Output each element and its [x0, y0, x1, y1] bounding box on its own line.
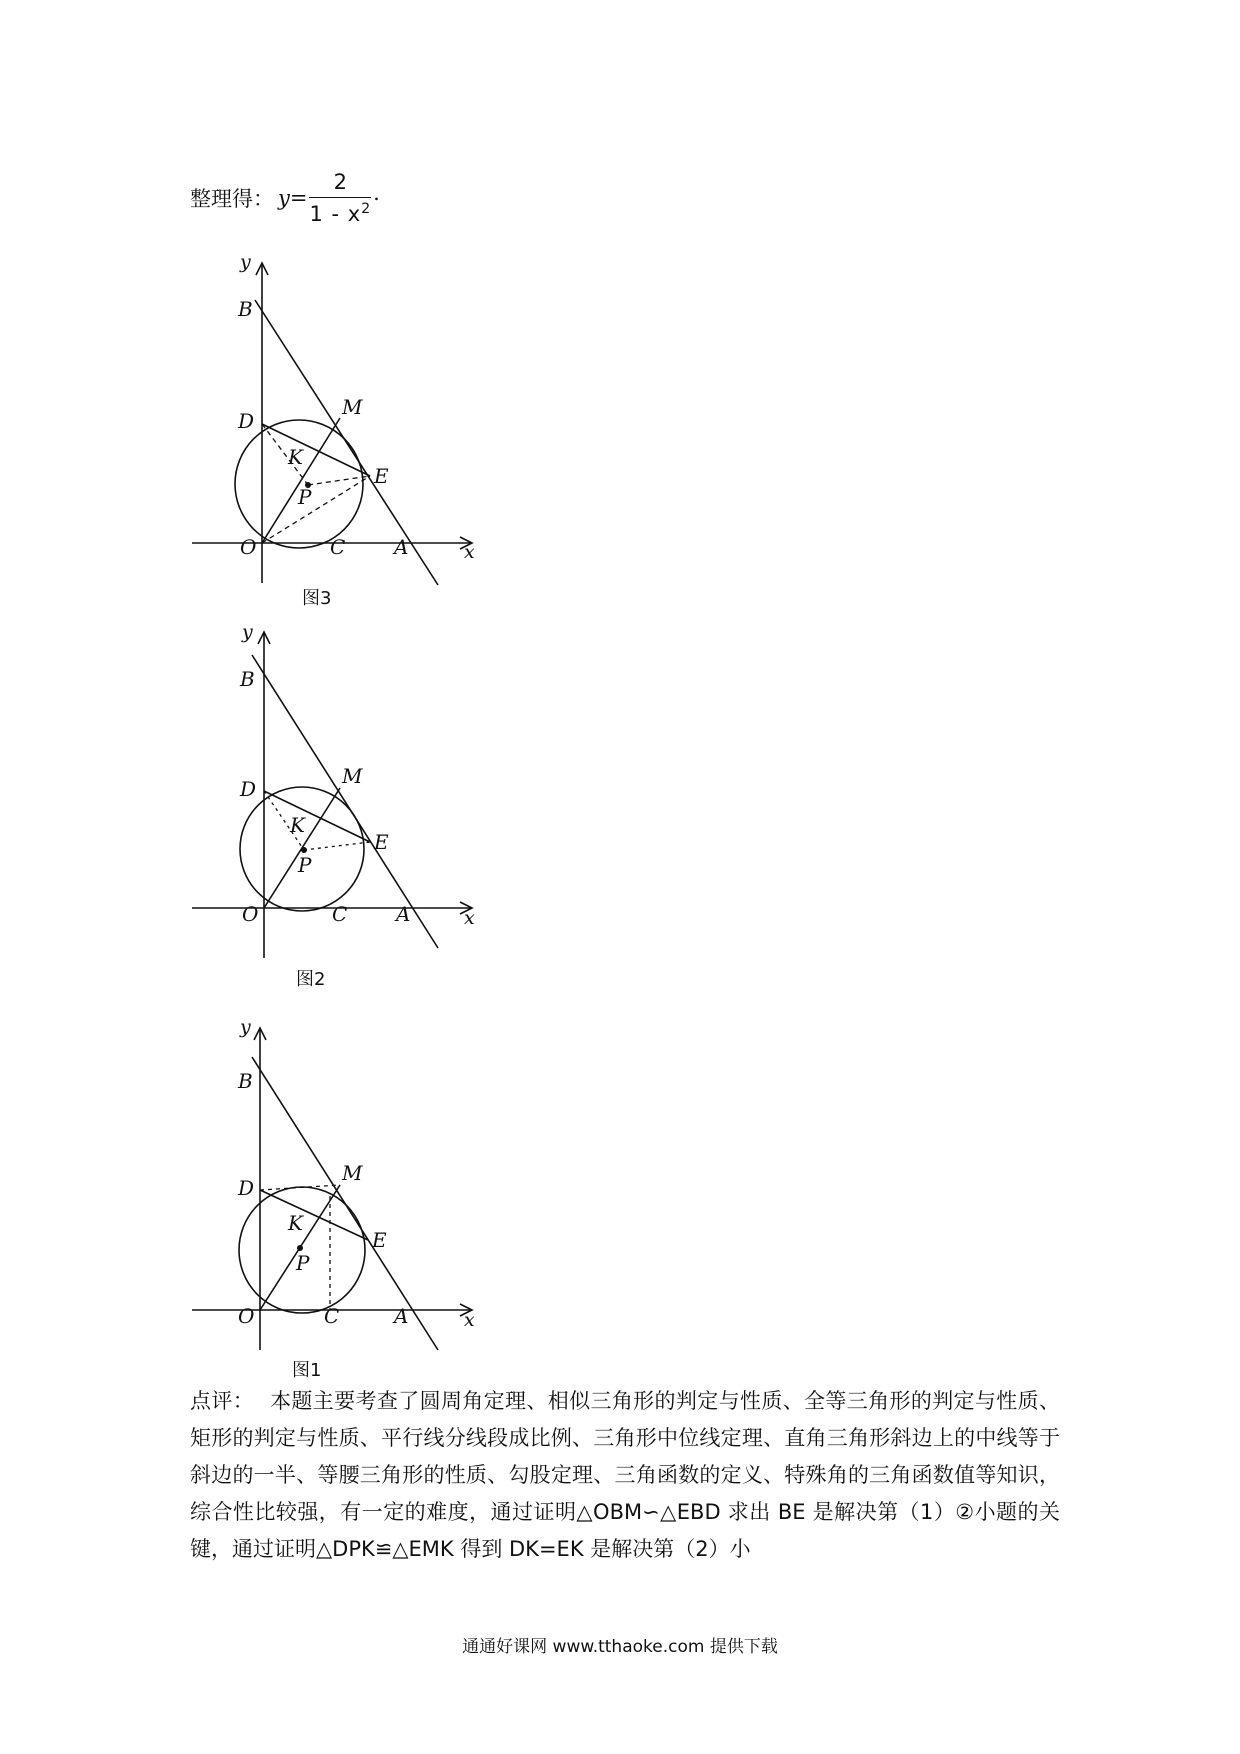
- figure-2-label-O: O: [242, 902, 259, 926]
- figure-2-label-x: x: [464, 907, 475, 929]
- equation-line: [190, 163, 380, 233]
- figure-3-label-A: A: [394, 535, 409, 559]
- equation-prefix: 整理得：: [190, 187, 274, 211]
- figure-3-label-M: M: [342, 395, 363, 419]
- comment-paragraph: [190, 1383, 1060, 1568]
- figure-3-label-E: E: [374, 464, 389, 488]
- figure-1-label-D: D: [238, 1176, 255, 1200]
- figure-2-label-C: C: [332, 902, 348, 926]
- figure-1-label-y: y: [240, 1016, 251, 1038]
- figure-2-label-P: P: [298, 853, 312, 877]
- figure-3-label-D: D: [238, 409, 255, 433]
- figure-3-label-C: C: [330, 535, 346, 559]
- figure-2: [190, 620, 490, 960]
- equation-end: .: [373, 181, 380, 205]
- figure-1-label-E: E: [372, 1228, 387, 1252]
- figure-1-label-P: P: [296, 1251, 310, 1275]
- comment-label: 点评：: [190, 1389, 255, 1413]
- figure-1-caption: 图1: [292, 1360, 322, 1381]
- page-footer: 通通好课网 www.tthaoke.com 提供下载: [462, 1637, 778, 1657]
- figure-2-label-M: M: [342, 764, 363, 788]
- figure-1-label-K: K: [288, 1211, 303, 1235]
- figure-2-label-B: B: [240, 667, 255, 691]
- figure-2-label-y: y: [242, 621, 253, 643]
- figure-3-label-K: K: [288, 445, 303, 469]
- figure-3-label-B: B: [238, 297, 253, 321]
- fraction-denominator: $1 - x^2$: [309, 201, 372, 226]
- figure-3-label-y: y: [240, 251, 251, 273]
- figure-3-label-P: P: [298, 485, 312, 509]
- figure-3-label-x: x: [464, 541, 475, 563]
- fraction-exponent: 2: [361, 201, 372, 217]
- figure-3: [190, 248, 490, 588]
- figure-1-label-M: M: [342, 1161, 363, 1185]
- figure-3-label-O: O: [240, 535, 257, 559]
- fraction-numerator: 2: [333, 170, 347, 194]
- figure-1-label-O: O: [238, 1304, 255, 1328]
- figure-1-label-x: x: [464, 1309, 475, 1331]
- figure-2-caption: 图2: [296, 969, 326, 990]
- figure-1-label-A: A: [394, 1304, 409, 1328]
- figure-1-label-C: C: [324, 1304, 340, 1328]
- figure-1-diagram: [190, 1015, 490, 1355]
- figure-2-label-K: K: [290, 813, 305, 837]
- figure-3-caption: 图3: [302, 588, 332, 609]
- equation-lhs: y=: [278, 186, 308, 210]
- figure-3-diagram: [190, 248, 490, 588]
- comment-text: 本题主要考查了圆周角定理、相似三角形的判定与性质、全等三角形的判定与性质、矩形的判定与性质、平行线分线段成比例、三角形中位线定理、直角三角形斜边上的中线等于斜边的一半、等腰三角形的性质、勾股定理、三角函数的定义、特殊角的三角函数值等知识，综合性比较强，有一定的难度，通过证明△OBM∽△EBD 求出 BE 是解决第（1）②小题的关键，通过证明△DPK≌△EMK 得到 DK=EK 是解决第（2）小: [190, 1389, 1060, 1561]
- figure-2-label-D: D: [240, 777, 257, 801]
- equation-fraction: [309, 170, 371, 226]
- figure-2-diagram: [190, 620, 490, 960]
- figure-2-label-A: A: [396, 902, 411, 926]
- figure-1: [190, 1015, 490, 1355]
- figure-1-label-B: B: [238, 1069, 253, 1093]
- figure-2-label-E: E: [374, 830, 389, 854]
